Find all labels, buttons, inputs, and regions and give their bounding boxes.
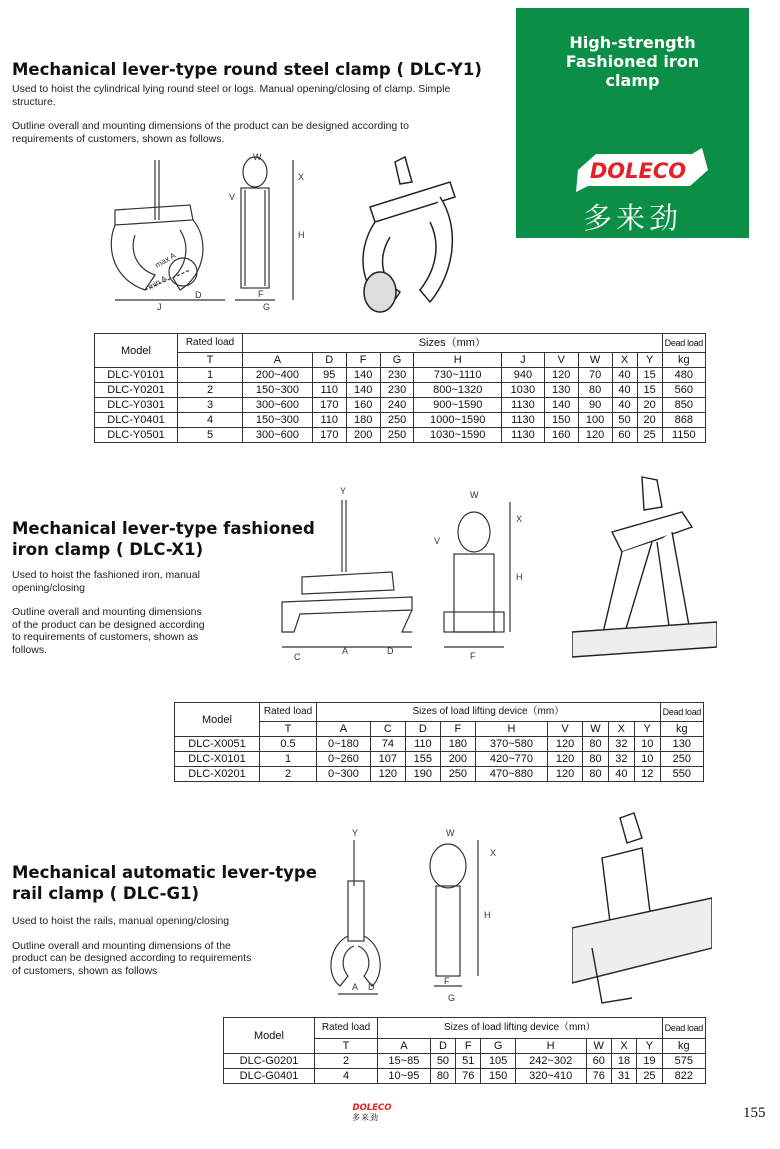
table-row (95, 398, 706, 413)
value-cell: 320~410 (515, 1069, 586, 1084)
value-cell: 160 (544, 428, 578, 443)
value-cell: 120 (578, 428, 612, 443)
value-cell: 76 (586, 1069, 611, 1084)
value-cell: 90 (578, 398, 612, 413)
dim-label: F (470, 651, 476, 661)
header-dead-load: Dead load (662, 1018, 705, 1039)
value-cell: 10 (634, 737, 660, 752)
value-cell: 560 (662, 383, 705, 398)
table-row (95, 383, 706, 398)
value-cell: 550 (660, 767, 703, 782)
dim-label: max A (153, 250, 178, 270)
unit-cell: kg (662, 1039, 705, 1054)
title-line: Mechanical lever-type fashioned (12, 519, 315, 538)
value-cell: 0.5 (260, 737, 317, 752)
unit-cell: Y (637, 1039, 662, 1054)
dim-label: D (368, 982, 375, 992)
value-cell: 10~95 (378, 1069, 431, 1084)
model-cell: DLC-Y0301 (95, 398, 178, 413)
value-cell: 140 (346, 383, 380, 398)
doleco-logo (568, 148, 708, 192)
value-cell: 74 (370, 737, 405, 752)
unit-cell: V (544, 353, 578, 368)
value-cell: 20 (637, 413, 662, 428)
header-dead-load: Dead load (660, 703, 703, 722)
value-cell: 1030 (502, 383, 545, 398)
value-cell: 180 (440, 737, 475, 752)
value-cell: 1150 (662, 428, 705, 443)
value-cell: 80 (578, 383, 612, 398)
section-desc-y1 (12, 83, 482, 145)
value-cell: 15~85 (378, 1054, 431, 1069)
header-sizes: Sizes of load lifting device（mm） (378, 1018, 663, 1039)
value-cell: 140 (544, 398, 578, 413)
brand-heading-line: High-strength (569, 33, 696, 52)
header-sizes: Sizes of load lifting device（mm） (317, 703, 661, 722)
unit-cell: A (243, 353, 313, 368)
value-cell: 250 (380, 428, 414, 443)
value-cell: 230 (380, 368, 414, 383)
value-cell: 150~300 (243, 383, 313, 398)
unit-cell: X (611, 1039, 636, 1054)
value-cell: 130 (544, 383, 578, 398)
dim-label: Y (352, 828, 359, 838)
value-cell: 2 (260, 767, 317, 782)
brand-heading-line: clamp (605, 71, 660, 90)
spec-table-g1 (223, 1017, 706, 1084)
unit-cell: J (502, 353, 545, 368)
value-cell: 170 (312, 398, 346, 413)
value-cell: 120 (548, 767, 583, 782)
value-cell: 1130 (502, 428, 545, 443)
value-cell: 242~302 (515, 1054, 586, 1069)
value-cell: 470~880 (475, 767, 547, 782)
brand-heading-line: Fashioned iron (565, 52, 700, 71)
unit-cell: G (481, 1039, 515, 1054)
value-cell: 150 (481, 1069, 515, 1084)
g1-drawings (318, 826, 508, 1006)
value-cell: 100 (578, 413, 612, 428)
value-cell: 250 (660, 752, 703, 767)
value-cell: 50 (430, 1054, 455, 1069)
value-cell: 40 (608, 767, 634, 782)
value-cell: 4 (178, 413, 243, 428)
value-cell: 19 (637, 1054, 662, 1069)
dim-label: H (516, 572, 523, 582)
section-desc-x1 (12, 569, 242, 656)
y1-photo-illustration (350, 152, 470, 317)
value-cell: 31 (611, 1069, 636, 1084)
value-cell: 80 (583, 767, 609, 782)
section-title-y1 (12, 59, 482, 80)
unit-cell: Y (634, 722, 660, 737)
header-model: Model (175, 703, 260, 737)
model-cell: DLC-X0201 (175, 767, 260, 782)
table-row (175, 752, 704, 767)
section-title-g1 (12, 862, 317, 904)
model-cell: DLC-X0101 (175, 752, 260, 767)
value-cell: 1 (260, 752, 317, 767)
dim-label: H (484, 910, 491, 920)
value-cell: 51 (456, 1054, 481, 1069)
unit-cell: H (515, 1039, 586, 1054)
unit-cell: T (178, 353, 243, 368)
unit-cell: F (346, 353, 380, 368)
value-cell: 76 (456, 1069, 481, 1084)
value-cell: 370~580 (475, 737, 547, 752)
unit-cell: V (548, 722, 583, 737)
unit-cell: T (315, 1039, 378, 1054)
table-row (175, 737, 704, 752)
value-cell: 3 (178, 398, 243, 413)
value-cell: 15 (637, 383, 662, 398)
value-cell: 250 (440, 767, 475, 782)
dim-label: X (490, 848, 497, 858)
value-cell: 95 (312, 368, 346, 383)
logo-text: DOLECO (589, 159, 687, 183)
value-cell: 120 (548, 752, 583, 767)
value-cell: 800~1320 (414, 383, 502, 398)
unit-cell: A (378, 1039, 431, 1054)
value-cell: 868 (662, 413, 705, 428)
desc-line: Used to hoist the cylindrical lying round steel or logs. Manual opening/closing of clamp. Simple (12, 83, 451, 95)
model-cell: DLC-X0051 (175, 737, 260, 752)
table-body (175, 737, 704, 782)
dim-label: X (298, 172, 305, 182)
unit-cell: X (608, 722, 634, 737)
value-cell: 1130 (502, 398, 545, 413)
dim-label: J (157, 302, 162, 312)
section-desc-g1 (12, 915, 272, 977)
value-cell: 0~300 (317, 767, 371, 782)
value-cell: 575 (662, 1054, 705, 1069)
spec-table-x1 (174, 702, 704, 782)
value-cell: 1 (178, 368, 243, 383)
value-cell: 1000~1590 (414, 413, 502, 428)
header-rated-load: Rated load (315, 1018, 378, 1039)
value-cell: 107 (370, 752, 405, 767)
unit-cell: W (578, 353, 612, 368)
dim-label: D (387, 646, 394, 656)
title-line: Mechanical lever-type round steel clamp ( DLC-Y1) (12, 60, 482, 79)
value-cell: 300~600 (243, 398, 313, 413)
value-cell: 80 (583, 737, 609, 752)
table-row (175, 767, 704, 782)
page-number: 155 (743, 1105, 766, 1121)
model-cell: DLC-Y0401 (95, 413, 178, 428)
table-row (95, 428, 706, 443)
desc-line: Used to hoist the rails, manual opening/closing (12, 915, 230, 927)
value-cell: 70 (578, 368, 612, 383)
x1-drawings (272, 482, 572, 662)
table-row (224, 1054, 706, 1069)
unit-cell: kg (660, 722, 703, 737)
title-line: Mechanical automatic lever-type (12, 863, 317, 882)
value-cell: 0~180 (317, 737, 371, 752)
spec-table-y1 (94, 333, 706, 443)
header-rated-load: Rated load (178, 334, 243, 353)
value-cell: 200~400 (243, 368, 313, 383)
value-cell: 1130 (502, 413, 545, 428)
value-cell: 200 (346, 428, 380, 443)
dim-label: V (229, 192, 236, 202)
value-cell: 0~260 (317, 752, 371, 767)
value-cell: 110 (312, 413, 346, 428)
x1-photo-illustration (572, 472, 717, 662)
unit-cell: W (583, 722, 609, 737)
value-cell: 50 (612, 413, 637, 428)
model-cell: DLC-Y0501 (95, 428, 178, 443)
outline-line: Outline overall and mounting dimensions of the product can be designed according to (12, 120, 409, 132)
value-cell: 160 (346, 398, 380, 413)
value-cell: 32 (608, 752, 634, 767)
value-cell: 1030~1590 (414, 428, 502, 443)
table-row (224, 1069, 706, 1084)
value-cell: 105 (481, 1054, 515, 1069)
outline-line: of the product can be designed according (12, 618, 205, 631)
value-cell: 250 (380, 413, 414, 428)
unit-cell: C (370, 722, 405, 737)
value-cell: 32 (608, 737, 634, 752)
model-cell: DLC-Y0101 (95, 368, 178, 383)
value-cell: 140 (346, 368, 380, 383)
desc-line: opening/closing (12, 581, 85, 594)
dim-label: min A (146, 273, 169, 292)
dim-label: F (444, 976, 450, 986)
model-cell: DLC-G0201 (224, 1054, 315, 1069)
header-model: Model (95, 334, 178, 368)
dim-label: H (298, 230, 305, 240)
value-cell: 850 (662, 398, 705, 413)
value-cell: 110 (405, 737, 440, 752)
model-cell: DLC-Y0201 (95, 383, 178, 398)
dim-label: G (448, 993, 456, 1003)
value-cell: 25 (637, 428, 662, 443)
table-body (224, 1054, 706, 1084)
desc-line: Used to hoist the fashioned iron, manual (12, 569, 200, 581)
table-row (95, 368, 706, 383)
desc-line: structure. (12, 95, 56, 108)
outline-line: product can be designed according to requirements (12, 952, 252, 964)
value-cell: 60 (586, 1054, 611, 1069)
dim-label: Y (340, 486, 347, 496)
header-rated-load: Rated load (260, 703, 317, 722)
unit-cell: D (312, 353, 346, 368)
value-cell: 40 (612, 383, 637, 398)
value-cell: 80 (583, 752, 609, 767)
section-title-x1 (12, 518, 315, 560)
header-dead-load: Dead load (662, 334, 705, 353)
value-cell: 240 (380, 398, 414, 413)
value-cell: 25 (637, 1069, 662, 1084)
footer-logo (352, 1100, 392, 1112)
value-cell: 120 (544, 368, 578, 383)
dim-label: C (294, 652, 301, 662)
unit-cell: kg (662, 353, 705, 368)
value-cell: 200 (440, 752, 475, 767)
outline-line: Outline overall and mounting dimensions of the (12, 939, 231, 952)
brand-heading (516, 33, 749, 90)
header-sizes: Sizes（mm） (243, 334, 663, 353)
footer-logo-text: DOLECO (352, 1103, 392, 1112)
value-cell: 110 (312, 383, 346, 398)
outline-line: Outline overall and mounting dimensions (12, 606, 202, 618)
model-cell: DLC-G0401 (224, 1069, 315, 1084)
dim-label: W (446, 828, 455, 838)
value-cell: 420~770 (475, 752, 547, 767)
dim-label: D (195, 290, 202, 300)
outline-line: requirements of customers, shown as follows. (12, 132, 225, 145)
value-cell: 18 (611, 1054, 636, 1069)
value-cell: 170 (312, 428, 346, 443)
value-cell: 120 (548, 737, 583, 752)
unit-cell: D (405, 722, 440, 737)
dim-label: V (434, 536, 441, 546)
value-cell: 155 (405, 752, 440, 767)
unit-cell: W (586, 1039, 611, 1054)
value-cell: 80 (430, 1069, 455, 1084)
y1-front-drawing (95, 150, 315, 315)
outline-line: follows. (12, 643, 48, 656)
table-body (95, 368, 706, 443)
title-line: rail clamp ( DLC-G1) (12, 884, 200, 903)
value-cell: 150~300 (243, 413, 313, 428)
dim-label: A (342, 646, 349, 656)
value-cell: 190 (405, 767, 440, 782)
g1-photo-illustration (572, 808, 712, 1008)
value-cell: 2 (315, 1054, 378, 1069)
outline-line: of customers, shown as follows (12, 964, 158, 977)
value-cell: 120 (370, 767, 405, 782)
dim-label: F (258, 289, 264, 299)
value-cell: 2 (178, 383, 243, 398)
unit-cell: H (414, 353, 502, 368)
footer-chinese-name: 多来劲 (352, 1113, 379, 1122)
value-cell: 5 (178, 428, 243, 443)
dim-label: W (253, 152, 262, 162)
value-cell: 180 (346, 413, 380, 428)
value-cell: 300~600 (243, 428, 313, 443)
value-cell: 40 (612, 398, 637, 413)
header-model: Model (224, 1018, 315, 1054)
value-cell: 900~1590 (414, 398, 502, 413)
value-cell: 4 (315, 1069, 378, 1084)
unit-cell: F (440, 722, 475, 737)
value-cell: 480 (662, 368, 705, 383)
outline-line: to requirements of customers, shown as (12, 631, 199, 643)
value-cell: 730~1110 (414, 368, 502, 383)
value-cell: 150 (544, 413, 578, 428)
value-cell: 822 (662, 1069, 705, 1084)
unit-cell: A (317, 722, 371, 737)
unit-cell: G (380, 353, 414, 368)
dim-label: X (516, 514, 523, 524)
unit-cell: D (430, 1039, 455, 1054)
brand-chinese-name: 多来劲 (582, 201, 682, 235)
unit-cell: H (475, 722, 547, 737)
dim-label: W (470, 490, 479, 500)
value-cell: 60 (612, 428, 637, 443)
brand-panel (516, 8, 749, 238)
table-row (95, 413, 706, 428)
value-cell: 12 (634, 767, 660, 782)
value-cell: 940 (502, 368, 545, 383)
title-line: iron clamp ( DLC-X1) (12, 540, 204, 559)
value-cell: 230 (380, 383, 414, 398)
unit-cell: F (456, 1039, 481, 1054)
value-cell: 10 (634, 752, 660, 767)
value-cell: 20 (637, 398, 662, 413)
unit-cell: T (260, 722, 317, 737)
value-cell: 15 (637, 368, 662, 383)
unit-cell: Y (637, 353, 662, 368)
dim-label: A (352, 982, 359, 992)
dim-label: G (263, 302, 271, 312)
value-cell: 40 (612, 368, 637, 383)
value-cell: 130 (660, 737, 703, 752)
unit-cell: X (612, 353, 637, 368)
